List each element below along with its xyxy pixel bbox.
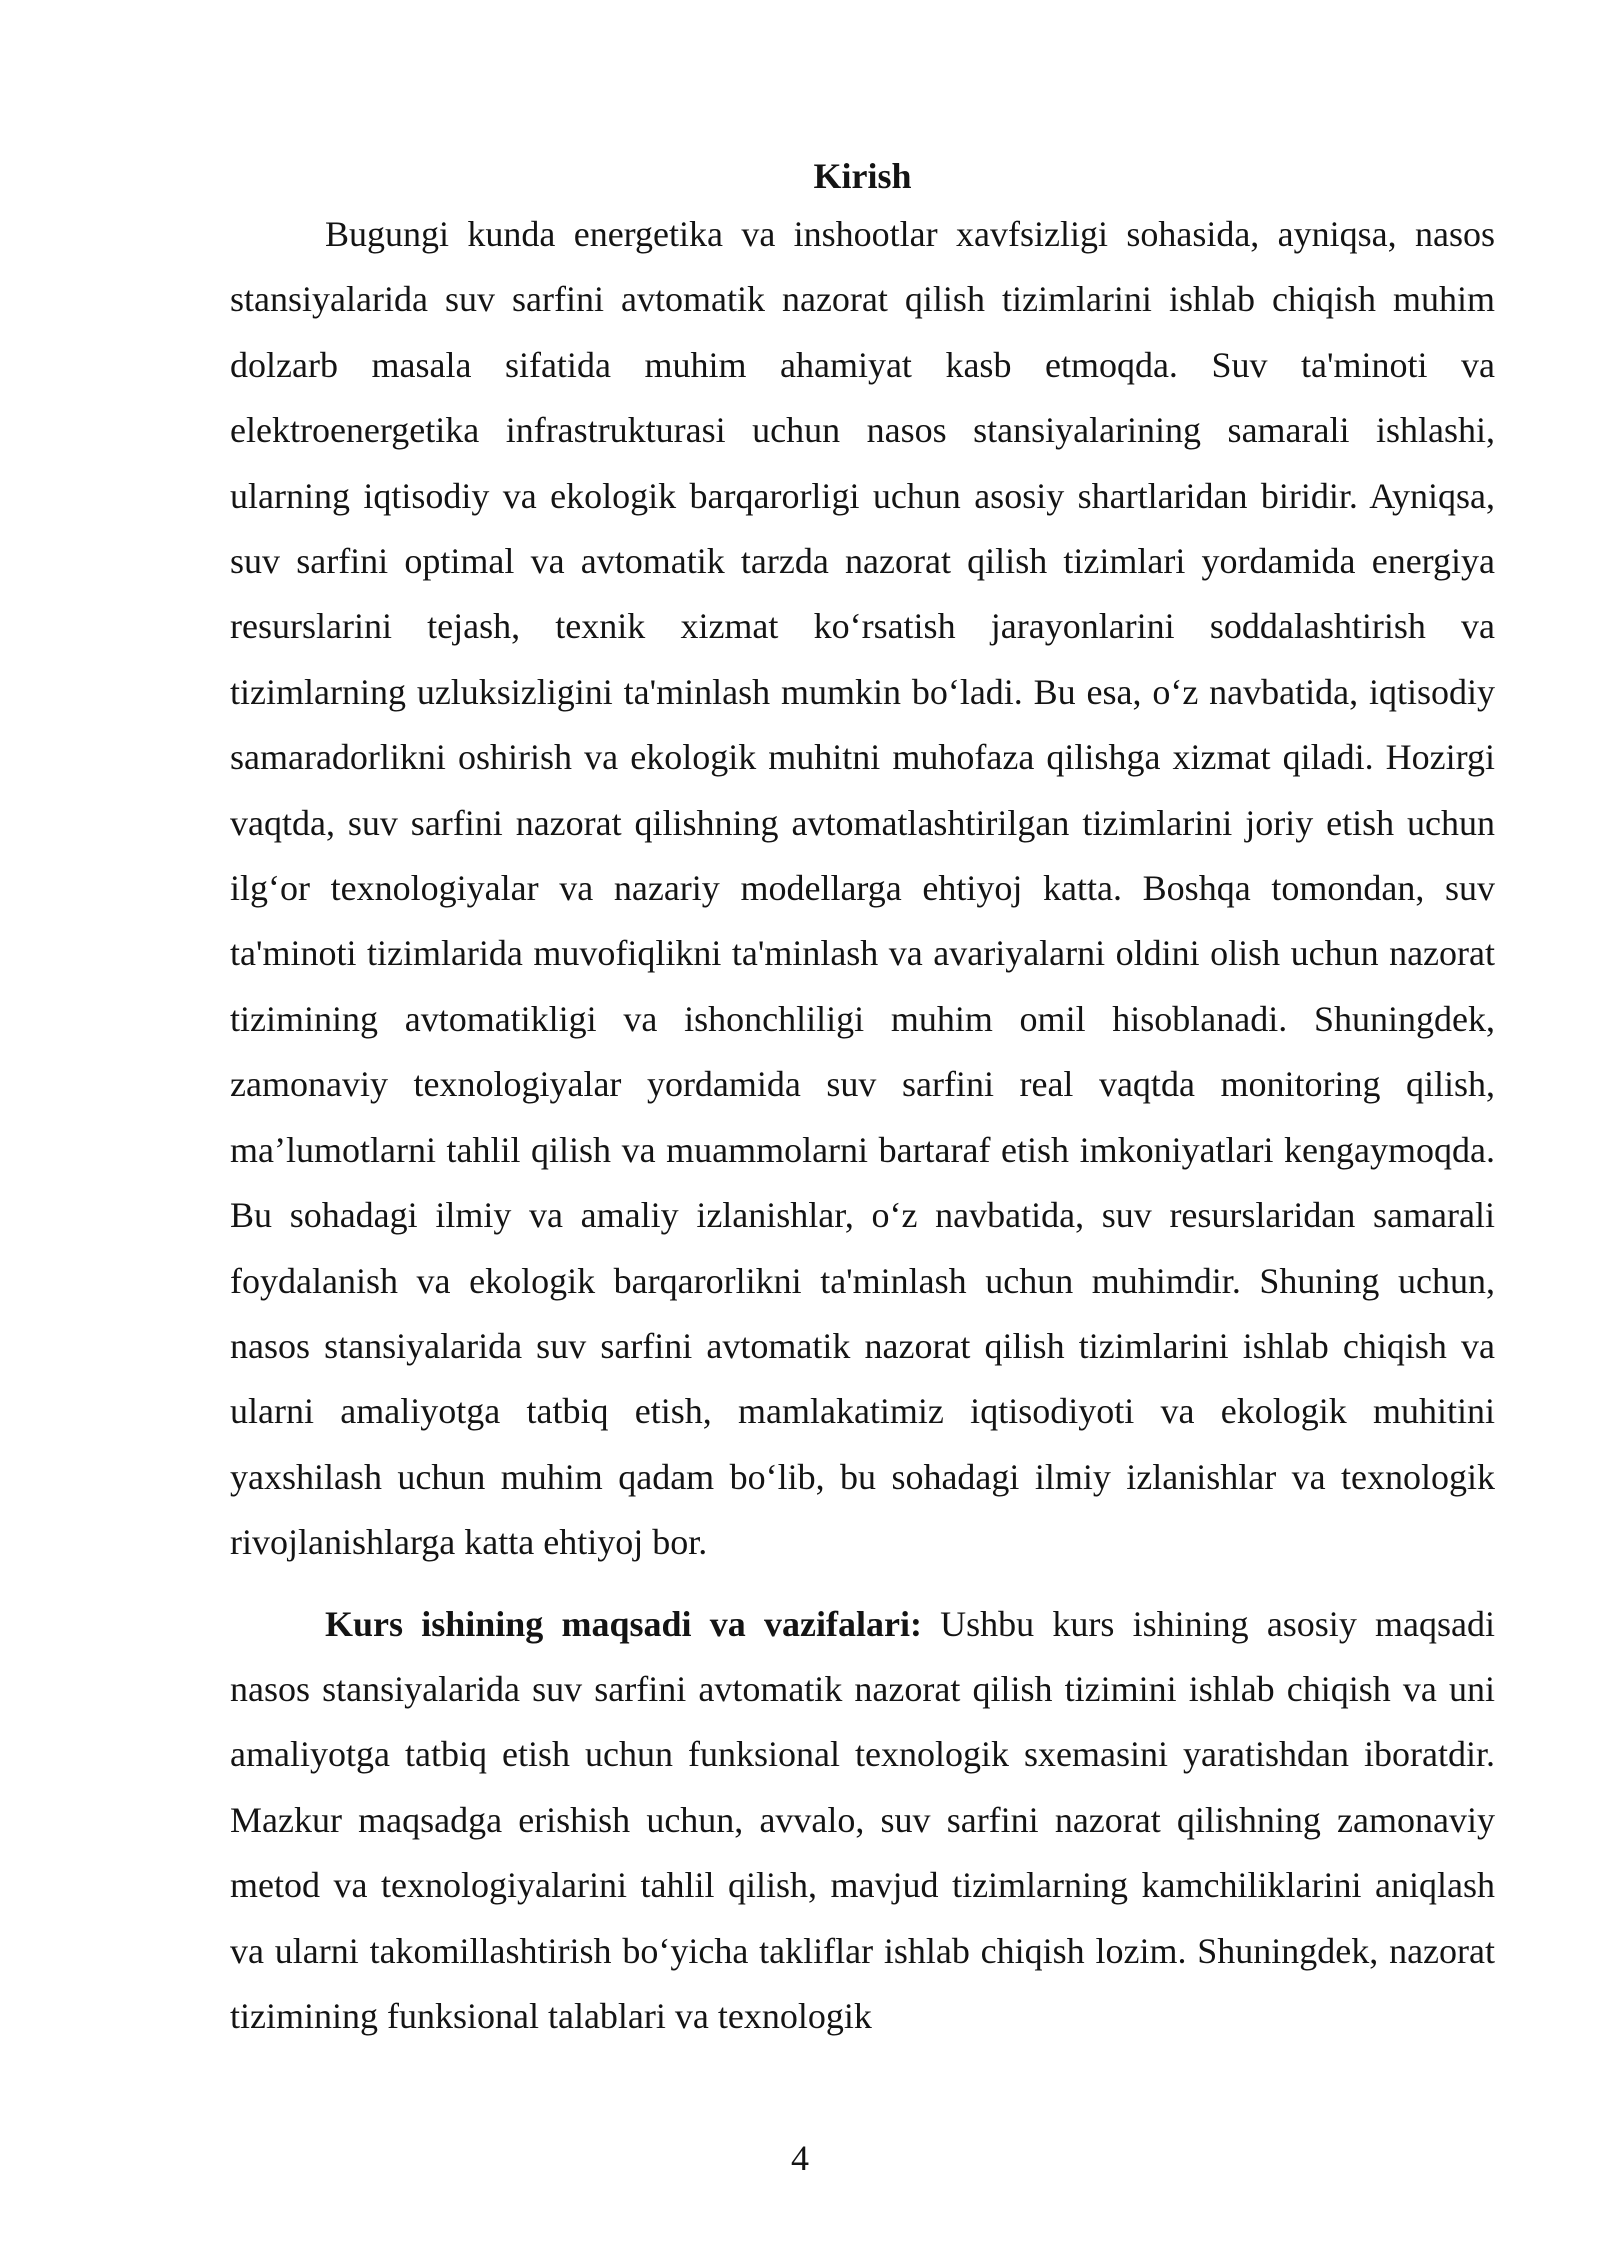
goals-label: Kurs ishining maqsadi va vazifalari: xyxy=(325,1603,922,1644)
goals-text: Ushbu kurs ishining asosiy maqsadi nasos stansiyalarida suv sarfini avtomatik nazorat qilish tizimini ishlab chiqish va uni amaliyotga tatbiq etish uchun funksional texnologik sxemasini yaratishdan iboratdir. Mazkur maqsadga erishish uchun, avvalo, suv sarfini nazorat qilishning zamonaviy metod va texnologiyalarini tahlil qilish, mavjud tizimlarning kamchiliklarini aniqlash va ularni takomillashtirish bo‘yicha takliflar ishlab chiqish lozim. Shuningdek, nazorat tizimining funksional talablari va texnologik xyxy=(230,1603,1495,2036)
goals-paragraph xyxy=(230,1592,1495,2050)
intro-paragraph: Bugungi kunda energetika va inshootlar xavfsizligi sohasida, ayniqsa, nasos stansiyalarida suv sarfini avtomatik nazorat qilish tizimlarini ishlab chiqish muhim dolzarb masala sifatida muhim ahamiyat kasb etmoqda. Suv ta'minoti va elektroenergetika infrastrukturasi uchun nasos stansiyalarining samarali ishlashi, ularning iqtisodiy va ekologik barqarorligi uchun asosiy shartlaridan biridir. Ayniqsa, suv sarfini optimal va avtomatik tarzda nazorat qilish tizimlari yordamida energiya resurslarini tejash, texnik xizmat ko‘rsatish jarayonlarini soddalashtirish va tizimlarning uzluksizligini ta'minlash mumkin bo‘ladi. Bu esa, o‘z navbatida, iqtisodiy samaradorlikni oshirish va ekologik muhitni muhofaza qilishga xizmat qiladi. Hozirgi vaqtda, suv sarfini nazorat qilishning avtomatlashtirilgan tizimlarini joriy etish uchun ilg‘or texnologiyalar va nazariy modellarga ehtiyoj katta. Boshqa tomondan, suv ta'minoti tizimlarida muvofiqlikni ta'minlash va avariyalarni oldini olish uchun nazorat tizimining avtomatikligi va ishonchliligi muhim omil hisoblanadi. Shuningdek, zamonaviy texnologiyalar yordamida suv sarfini real vaqtda monitoring qilish, ma’lumotlarni tahlil qilish va muammolarni bartaraf etish imkoniyatlari kengaymoqda. Bu sohadagi ilmiy va amaliy izlanishlar, o‘z navbatida, suv resurslaridan samarali foydalanish va ekologik barqarorlikni ta'minlash uchun muhimdir. Shuning uchun, nasos stansiyalarida suv sarfini avtomatik nazorat qilish tizimlarini ishlab chiqish va ularni amaliyotga tatbiq etish, mamlakatimiz iqtisodiyoti va ekologik muhitini yaxshilash uchun muhim qadam bo‘lib, bu sohadagi ilmiy izlanishlar va texnologik rivojlanishlarga katta ehtiyoj bor. xyxy=(230,214,1495,1563)
page-body xyxy=(230,150,1495,2049)
section-heading: Kirish xyxy=(813,156,912,196)
page-number: 4 xyxy=(791,2138,809,2178)
